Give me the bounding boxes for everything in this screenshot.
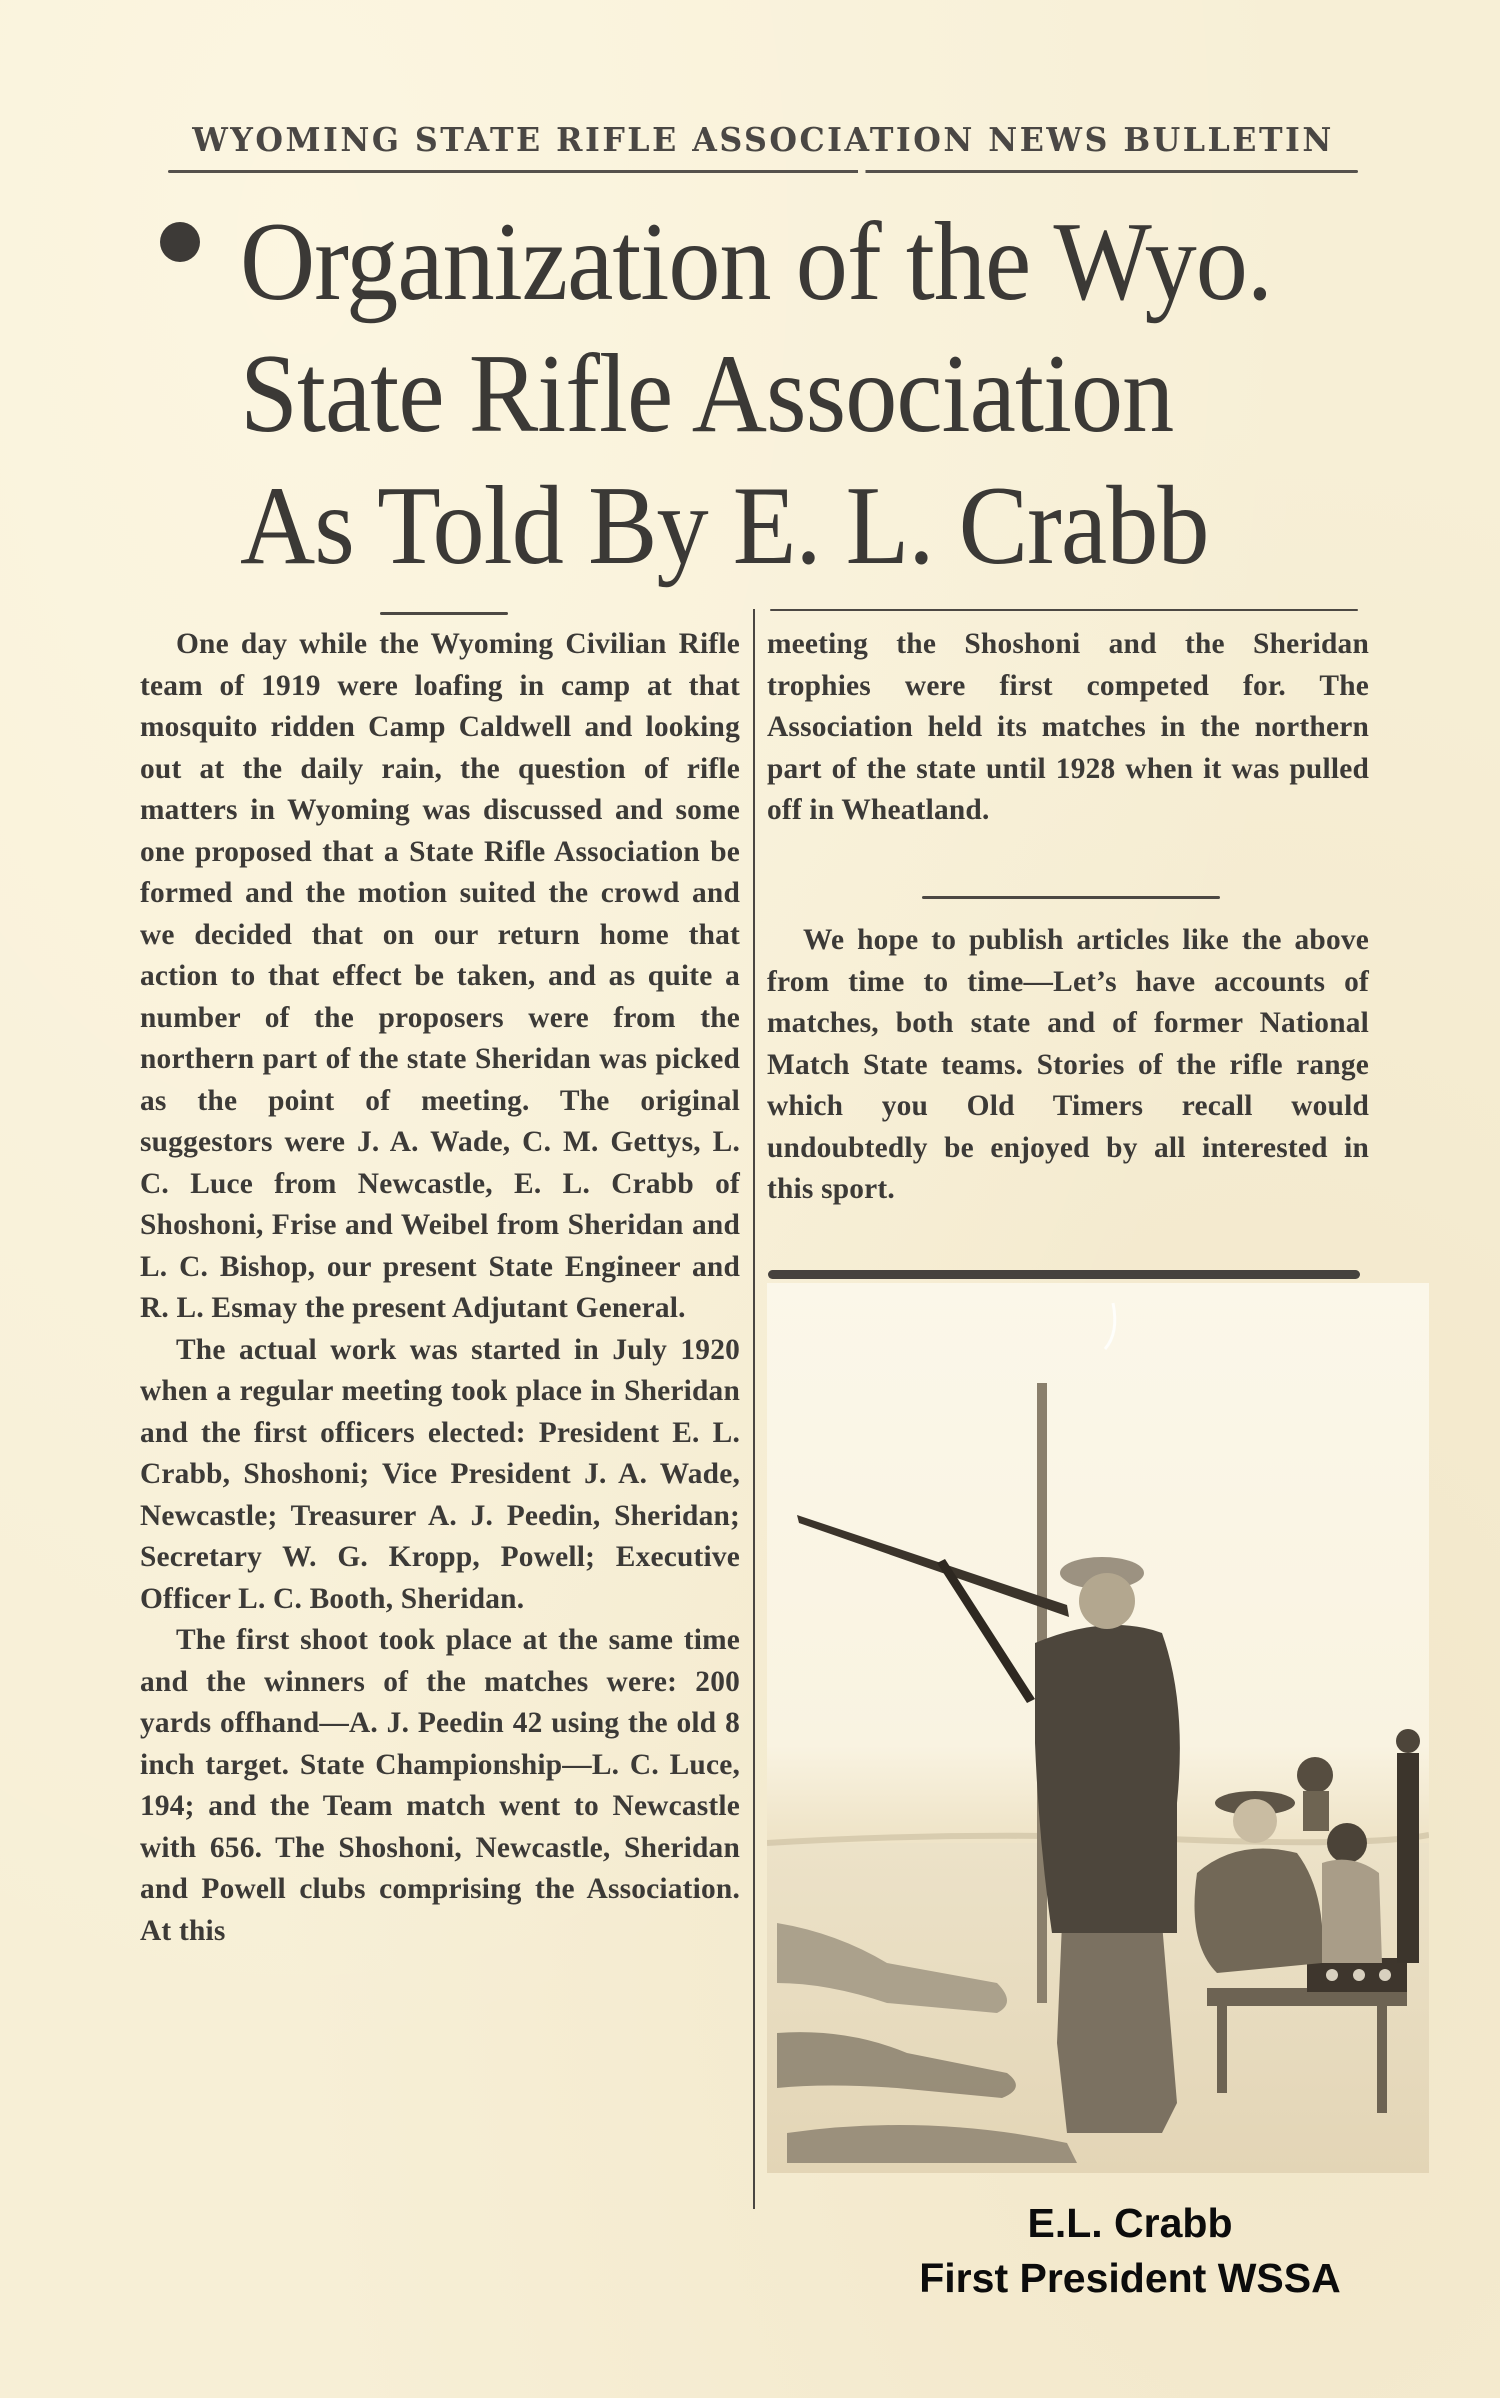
article-headline [240, 196, 1310, 592]
column-divider [753, 609, 755, 2209]
photo-seated-man-body [1195, 1849, 1323, 1974]
caption-title: First President WSSA [919, 2255, 1341, 2301]
photo-crease [1105, 1303, 1115, 1349]
photo-shooter-coat [1035, 1625, 1180, 1933]
paragraph-first-officers: The actual work was started in July 1920 when a regular meeting took place in Sheridan and the first officers elected: President E. L. Crabb, Shoshoni; Vice President J. A. Wade, Newcastle; Treasurer A. J. Peedin, Sheridan; Secretary W. G. Kropp, Powell; Executive Officer L. C. Booth, Sheridan. [140, 1333, 740, 1615]
paragraph-continuation: meeting the Shoshoni and the Sheridan trophies were first competed for. The Association held its matches in the northern part of the state until 1928 when it was pulled off in Wheatland. [767, 628, 1369, 826]
editor-note-column [767, 920, 1369, 1211]
photo-standing-figure [1397, 1753, 1419, 1963]
photo-illustration [767, 1283, 1429, 2173]
photo-caption [820, 2196, 1440, 2306]
right-column-continuation [767, 624, 1369, 832]
caption-name: E.L. Crabb [1027, 2200, 1233, 2246]
photo-rifle [797, 1515, 1069, 1617]
photo-helmeted-figure [1297, 1757, 1333, 1793]
masthead-rule [168, 170, 1358, 173]
heavy-rule [768, 1270, 1360, 1279]
left-column-top-rule [380, 612, 508, 615]
right-column-top-rule [770, 609, 1358, 611]
paragraph-editor-note: We hope to publish articles like the above from time to time—Let’s have accounts of matches, both state and of former National Match State teams. Stories of the rifle range which you Old Timers recall would undoubtedly be enjoyed by all interested in this sport. [767, 924, 1369, 1205]
masthead-title: WYOMING STATE RIFLE ASSOCIATION NEWS BULLETIN [192, 120, 1334, 159]
photo-el-crabb [767, 1283, 1429, 2173]
photo-woman-figure [1327, 1823, 1367, 1863]
headline-line-2: State Rifle Association [240, 332, 1174, 456]
left-column [140, 624, 740, 1952]
headline-line-3: As Told By E. L. Crabb [240, 464, 1209, 588]
paragraph-first-shoot: The first shoot took place at the same time and the winners of the matches were: 200 yards offhand—A. J. Peedin 42 using the old 8 inch target. State Championship—L. C. Luce, 194; and the Team match went to Newcastle with 656. The Shoshoni, Newcastle, Sheridan and Powell clubs comprising the Association. At this [140, 1624, 740, 1947]
headline-line-1: Organization of the Wyo. [240, 200, 1273, 324]
paragraph-origin: One day while the Wyoming Civilian Rifle team of 1919 were loafing in camp at that mosquito ridden Camp Caldwell and looking out at the daily rain, the question of rifle matters in Wyoming was discussed and some one proposed that a State Rifle Association be formed and the motion suited the crowd and we decided that on our return home that action to that effect be taken, and as quite a number of the proposers were from the northern part of the state Sheridan was picked as the point of meeting. The original suggestors were J. A. Wade, C. M. Gettys, L. C. Luce from Newcastle, E. L. Crabb of Shoshoni, Frise and Weibel from Sheridan and L. C. Bishop, our present State Engineer and R. L. Esmay the present Adjutant General. [140, 628, 740, 1324]
section-break-rule [922, 896, 1220, 899]
photo-shooter-head [1079, 1573, 1135, 1629]
photo-shooter-legs [1057, 1923, 1177, 2133]
filled-circle-bullet-icon [160, 222, 200, 262]
